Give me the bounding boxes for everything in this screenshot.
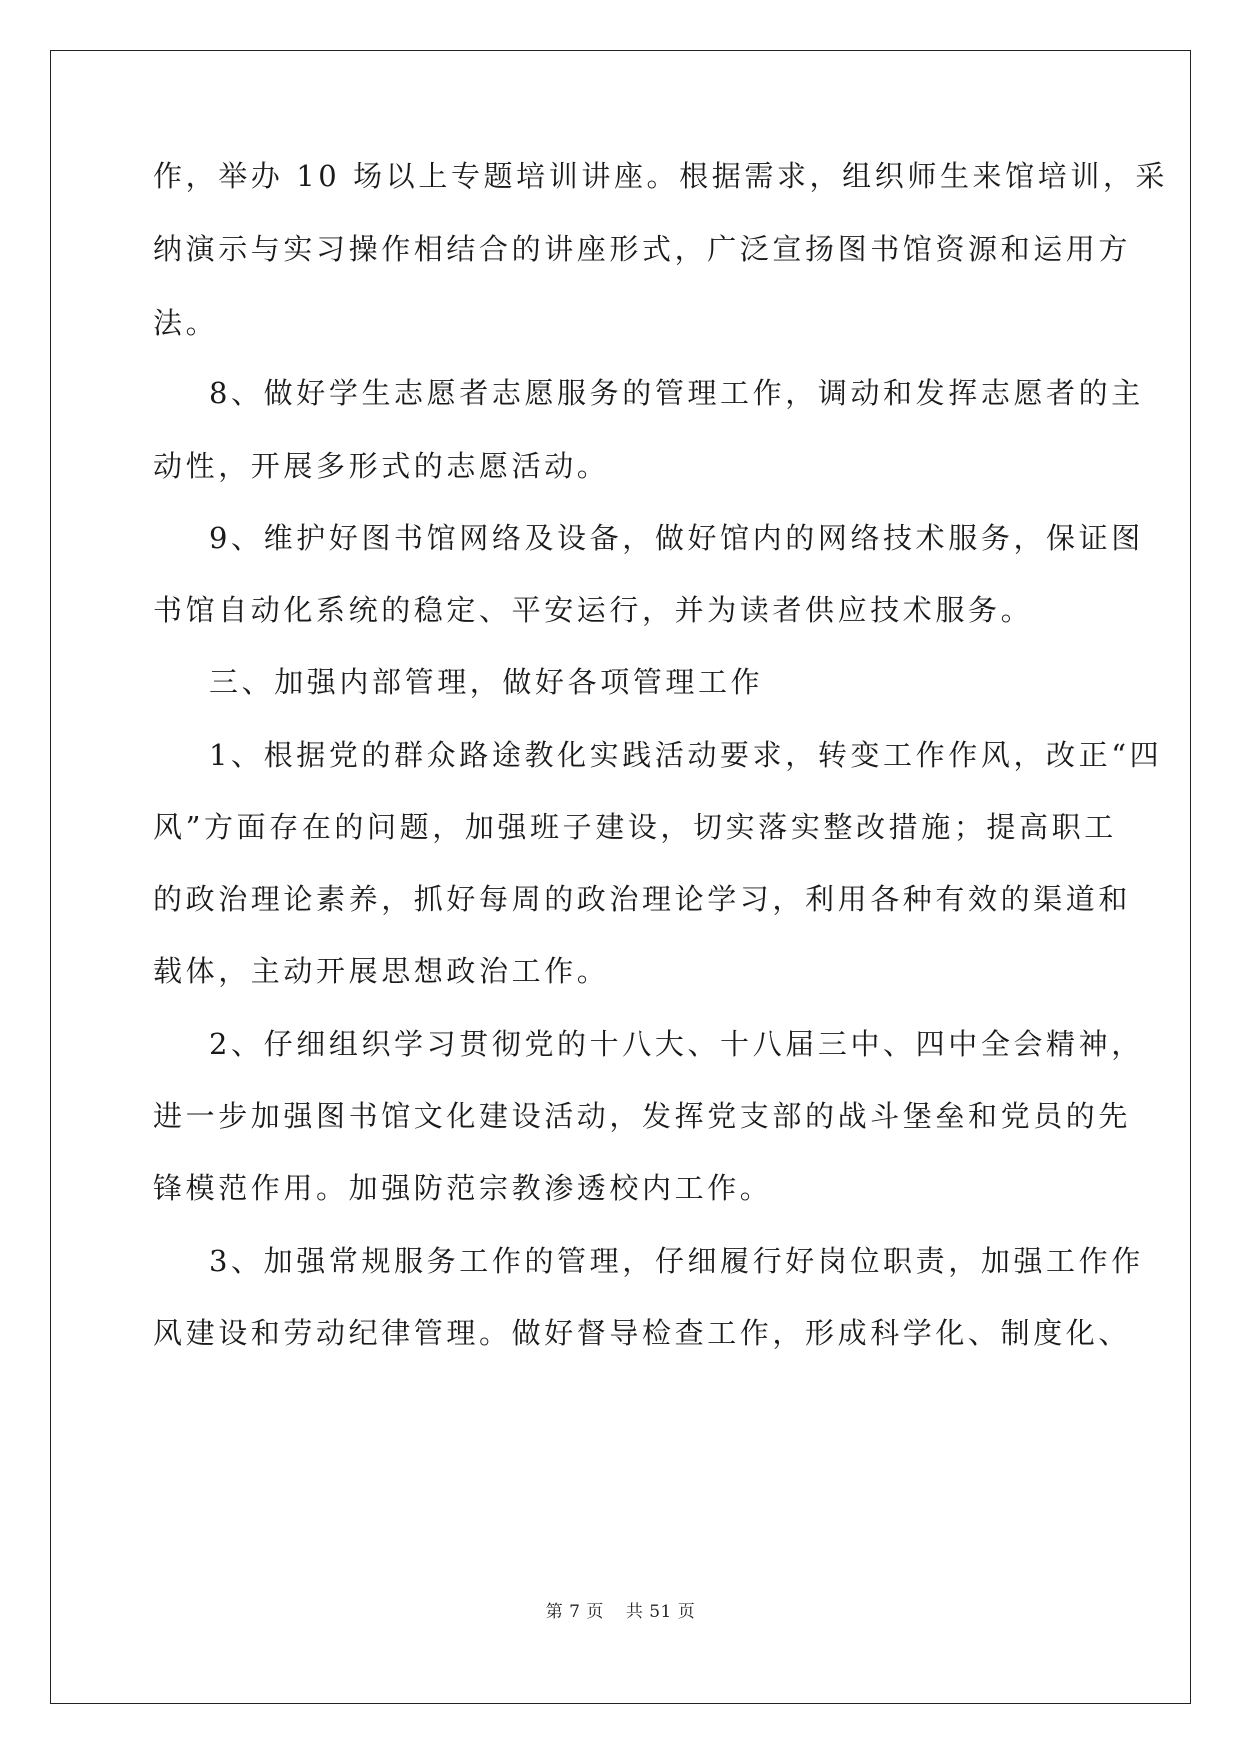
- paragraph-first-line: 9、维护好图书馆网络及设备，做好馆内的网络技术服务，保证图: [209, 521, 1144, 555]
- total-pages: 共 51 页: [625, 1602, 696, 1622]
- page-footer: [0, 1597, 1241, 1622]
- text-line: 的政治理论素养，抓好每周的政治理论学习，利用各种有效的渠道和: [153, 882, 1132, 916]
- paragraph-first-line: 2、仔细组织学习贯彻党的十八大、十八届三中、四中全会精神，: [209, 1027, 1144, 1061]
- text-line: 进一步加强图书馆文化建设活动，发挥党支部的战斗堡垒和党员的先: [153, 1099, 1132, 1133]
- text-line: 载体，主动开展思想政治工作。: [153, 954, 610, 988]
- text-line: 作，举办 10 场以上专题培训讲座。根据需求，组织师生来馆培训，采: [153, 159, 1169, 193]
- paragraph-first-line: 8、做好学生志愿者志愿服务的管理工作，调动和发挥志愿者的主: [209, 376, 1144, 410]
- page-number: 第 7 页: [545, 1602, 604, 1622]
- text-line: 法。: [153, 306, 219, 340]
- page-border: [50, 50, 1191, 1704]
- text-line: 书馆自动化系统的稳定、平安运行，并为读者供应技术服务。: [153, 593, 1034, 627]
- text-line: 动性，开展多形式的志愿活动。: [153, 449, 610, 483]
- paragraph-first-line: 1、根据党的群众路途教化实践活动要求，转变工作作风，改正“四: [209, 738, 1163, 772]
- text-line: 风建设和劳动纪律管理。做好督导检查工作，形成科学化、制度化、: [153, 1316, 1132, 1350]
- text-line: 纳演示与实习操作相结合的讲座形式，广泛宣扬图书馆资源和运用方: [153, 232, 1132, 266]
- text-line: 风”方面存在的问题，加强班子建设，切实落实整改措施；提高职工: [153, 810, 1117, 844]
- section-heading: 三、加强内部管理，做好各项管理工作: [209, 665, 764, 699]
- text-line: 锋模范作用。加强防范宗教渗透校内工作。: [153, 1171, 773, 1205]
- paragraph-first-line: 3、加强常规服务工作的管理，仔细履行好岗位职责，加强工作作: [209, 1244, 1144, 1278]
